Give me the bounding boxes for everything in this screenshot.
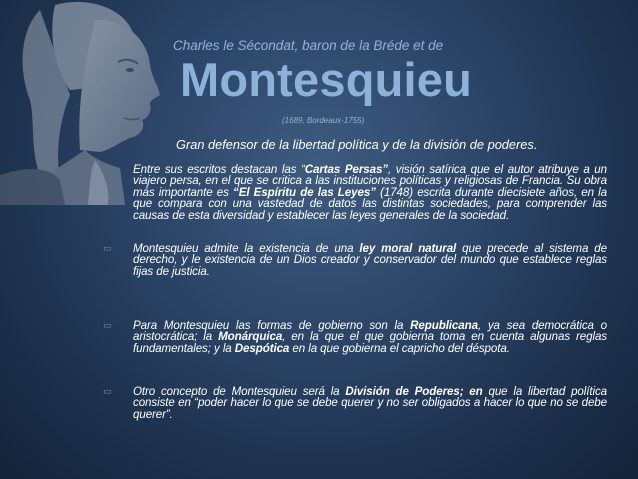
- dates-caption: (1689, Bordeaux-1755): [282, 116, 365, 125]
- bullet-text: [133, 386, 607, 420]
- bold-text: Republicana: [410, 319, 478, 332]
- bullet-marker-icon: ▭: [103, 243, 112, 253]
- bullet-text: [133, 320, 607, 354]
- tagline: Gran defensor de la libertad política y de la división de poderes.: [176, 137, 538, 152]
- text-run: Otro concepto de Montesquieu será la: [133, 385, 346, 398]
- text-run: Montesquieu admite la existencia de una: [133, 242, 360, 255]
- bold-text: “El Espíritu de las Leyes”: [233, 185, 376, 199]
- text-run: , en la que el que gobierna toma en cuenta algunas reglas fundamentales; y la: [133, 330, 607, 355]
- bullet-item: [103, 242, 607, 278]
- bold-text: Monárquica: [218, 330, 283, 344]
- text-run: , visión satírica que el autor atribuye a un viajero persa, en el que se critica a las instituciones políticas y religiosas de Francia. Su obra más importante es: [133, 163, 607, 199]
- bullet-item: [103, 385, 607, 421]
- text-run: que la libertad política consiste en “poder hacer lo que se debe querer y no ser obligados a hacer lo que no se debe querer”.: [133, 385, 607, 421]
- text-run: (1748) escrita durante diecisiete años, en la que compara con una vastedad de datos las distintas sociedades, para comprender las causas de esta diversidad y establecer las leyes generales de la sociedad.: [133, 185, 607, 222]
- bold-text: Cartas Persas”: [304, 163, 388, 176]
- bold-text: ley moral natural: [359, 242, 457, 255]
- text-run: Para Montesquieu las formas de gobierno son la: [133, 319, 411, 332]
- bullet-item: [103, 319, 607, 355]
- bullet-marker-icon: ▭: [103, 320, 112, 330]
- bold-text: Despótica: [234, 341, 290, 355]
- bold-text: División de Poderes; en: [345, 385, 483, 398]
- text-run: en la que gobierna el capricho del déspota.: [289, 341, 510, 355]
- bullet-text: [133, 164, 607, 221]
- text-run: Entre sus escritos destacan las “: [133, 163, 305, 176]
- bullet-marker-icon: ▭: [103, 386, 112, 396]
- text-run: que precede al sistema de derecho, y le existencia de un Dios creador y conservador del mundo que establece reglas fijas de justicia.: [133, 242, 607, 278]
- page-title: Montesquieu: [180, 53, 473, 106]
- subtitle: Charles le Sécondat, baron de la Bréde et de: [173, 38, 444, 53]
- text-run: , ya sea democrática o aristocrática; la: [133, 319, 607, 344]
- bullet-item: [113, 164, 607, 221]
- bullet-text: [133, 243, 607, 277]
